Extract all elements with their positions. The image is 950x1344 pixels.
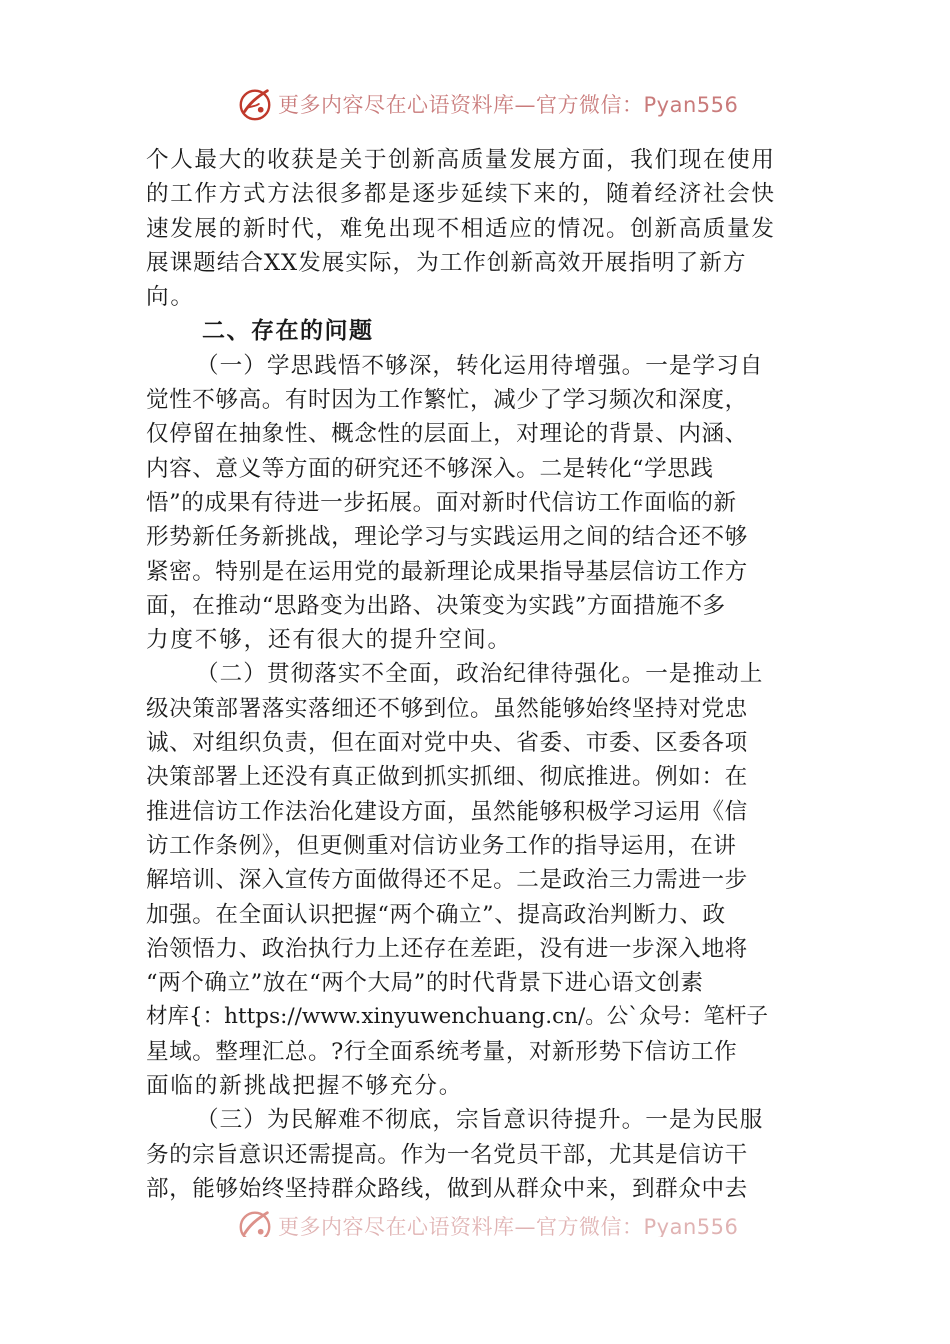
text-line: 的工作方式方法很多都是逐步延续下来的，随着经济社会快 — [146, 181, 776, 208]
text-line: 展课题结合XX发展实际，为工作创新高效开展指明了新方 — [146, 249, 747, 276]
text-line: 诚、对组织负责，但在面对党中央、省委、市委、区委各项 — [146, 730, 748, 757]
page-footer-banner — [236, 1205, 738, 1237]
text-line: （一）学思践悟不够深，转化运用待增强。一是学习自 — [196, 352, 764, 379]
text-line: 个人最大的收获是关于创新高质量发展方面，我们现在使用 — [146, 147, 776, 173]
text-line: 星域。整理汇总。?行全面系统考量，对新形势下信访工作 — [146, 1038, 738, 1065]
text-line: 面临的新挑战把握不够充分。 — [146, 1073, 464, 1100]
text-line: 加强。在全面认识把握“两个确立”、提高政治判断力、政 — [146, 901, 726, 928]
page-header-banner — [236, 84, 738, 124]
text-line: 推进信访工作法治化建设方面，虽然能够积极学习运用《信 — [146, 798, 748, 825]
text-line: 访工作条例》，但更侧重对信访业务工作的指导运用，在讲 — [146, 832, 737, 859]
text-line: （二）贯彻落实不全面，政治纪律待强化。一是推动上 — [196, 661, 764, 688]
header-banner-text: 更多内容尽在心语资料库—官方微信：Pyan556 — [278, 93, 739, 117]
text-line: 级决策部署落实落细还不够到位。虽然能够始终坚持对党忠 — [146, 695, 748, 722]
text-line: 决策部署上还没有真正做到抓实抓细、彻底推进。例如：在 — [146, 764, 748, 791]
text-line: 紧密。特别是在运用党的最新理论成果指导基层信访工作方 — [146, 558, 748, 585]
text-line: 面，在推动“思路变为出路、决策变为实践”方面措施不多 — [146, 592, 726, 619]
text-line: 解培训、深入宣传方面做得还不足。二是政治三力需进一步 — [146, 867, 748, 894]
text-line: 速发展的新时代，难免出现不相适应的情况。创新高质量发 — [146, 215, 776, 242]
text-line: 治领悟力、政治执行力上还存在差距，没有进一步深入地将 — [146, 935, 748, 962]
brush-logo-icon — [236, 1207, 274, 1237]
text-line: 务的宗旨意识还需提高。作为一名党员干部，尤其是信访干 — [146, 1141, 748, 1168]
text-line: 悟”的成果有待进一步拓展。面对新时代信访工作面临的新 — [146, 489, 737, 516]
footer-banner-text: 更多内容尽在心语资料库—官方微信：Pyan556 — [278, 1215, 739, 1237]
text-line: 内容、意义等方面的研究还不够深入。二是转化“学思践 — [146, 455, 714, 482]
text-line: （三）为民解难不彻底，宗旨意识待提升。一是为民服 — [196, 1107, 764, 1134]
text-line: 部，能够始终坚持群众路线，做到从群众中来，到群众中去 — [146, 1175, 748, 1202]
text-line: 力度不够，还有很大的提升空间。 — [146, 627, 512, 654]
section-heading: 二、存在的问题 — [202, 318, 374, 345]
text-line: “两个确立”放在“两个大局”的时代背景下进心语文创素 — [146, 970, 704, 997]
document-body — [146, 143, 806, 1206]
text-line: 形势新任务新挑战，理论学习与实践运用之间的结合还不够 — [146, 524, 748, 551]
brush-logo-icon — [236, 85, 274, 123]
text-line: 仅停留在抽象性、概念性的层面上，对理论的背景、内涵、 — [146, 421, 748, 448]
text-line: 向。 — [146, 284, 195, 311]
text-line-with-url: 材库{：https://www.xinyuwenchuang.cn/。公`众号：笔杆子 — [146, 1004, 769, 1030]
text-line: 觉性不够高。有时因为工作繁忙，减少了学习频次和深度， — [146, 387, 748, 414]
